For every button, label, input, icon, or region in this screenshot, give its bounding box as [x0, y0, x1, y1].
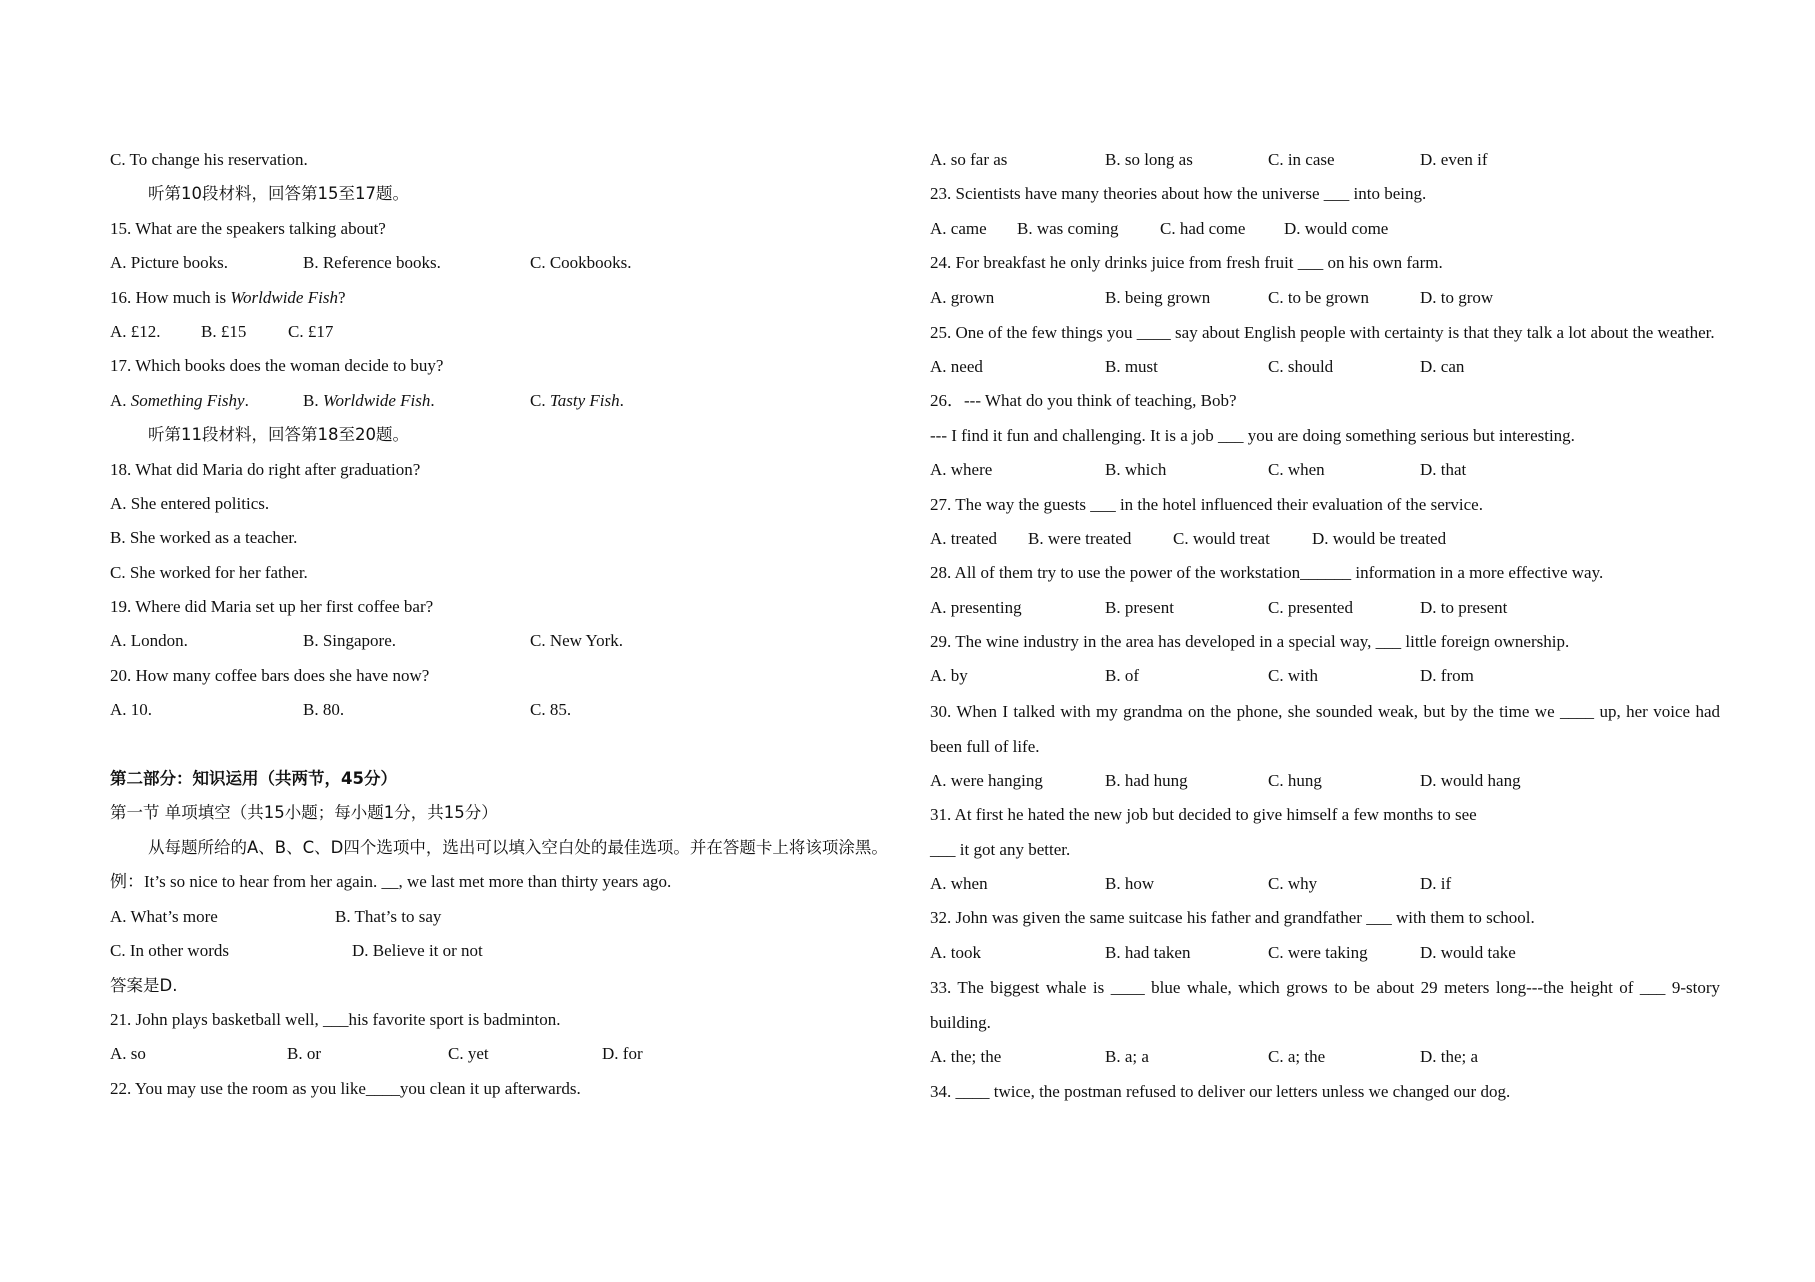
- option-c: C. 85.: [530, 700, 572, 720]
- option-a: A. so far as: [930, 150, 1008, 169]
- material-11-heading: 听第11段材料，回答第18至20题。: [148, 425, 409, 445]
- q32-options: [930, 936, 1720, 970]
- option-b: B. how: [1105, 874, 1155, 894]
- option-d: D. can: [1420, 356, 1465, 376]
- q29-stem: 29. The wine industry in the area has developed in a special way, ___ little foreign ownership.: [930, 632, 1570, 652]
- q15-options: [110, 246, 900, 280]
- option-c: C. in case: [1268, 150, 1335, 169]
- q18-option-c: C. She worked for her father.: [110, 562, 308, 582]
- option-d: D. would come: [1284, 218, 1389, 238]
- option-b: B. were treated: [1028, 528, 1132, 548]
- q16-options: [110, 315, 900, 349]
- option-d: D. to grow: [1420, 287, 1494, 307]
- spacer: [110, 728, 900, 762]
- option-c: C. with: [1268, 666, 1319, 686]
- option-a: A. were hanging: [930, 770, 1043, 790]
- example-options-cd: [110, 934, 900, 968]
- q31-options: [930, 867, 1720, 901]
- option-b: B. That’s to say: [335, 906, 442, 926]
- q20-stem: 20. How many coffee bars does she have now?: [110, 665, 430, 685]
- option-c: C. Tasty Fish.: [530, 390, 624, 410]
- option-d: D. that: [1420, 460, 1467, 480]
- q25-options: [930, 350, 1720, 384]
- option-a: A. 10.: [110, 700, 153, 720]
- q17-stem: 17. Which books does the woman decide to buy?: [110, 356, 444, 376]
- option-b: B. £15: [201, 321, 247, 341]
- q34-stem: 34. ____ twice, the postman refused to deliver our letters unless we changed our dog.: [930, 1081, 1511, 1101]
- option-b: B. a; a: [1105, 1047, 1149, 1067]
- option-b: B. was coming: [1017, 218, 1119, 238]
- q33-stem: 33. The biggest whale is ____ blue whale, which grows to be about 29 meters long---the height of ___ 9-story building.: [930, 978, 1720, 1033]
- option-d: D. would take: [1420, 942, 1516, 962]
- q24-stem: 24. For breakfast he only drinks juice from fresh fruit ___ on his own farm.: [930, 253, 1443, 273]
- option-b: B. 80.: [303, 700, 345, 720]
- q26-options: [930, 453, 1720, 487]
- q18-option-a: A. She entered politics.: [110, 493, 270, 513]
- option-a: A. took: [930, 942, 981, 962]
- q15-stem: 15. What are the speakers talking about?: [110, 218, 386, 238]
- option-a: A. What’s more: [110, 906, 218, 926]
- option-b: B. of: [1105, 666, 1139, 686]
- option-c: C. were taking: [1268, 942, 1368, 962]
- option-c: C. to be grown: [1268, 287, 1370, 307]
- part-two-heading: 第二部分：知识运用（共两节，45分）: [110, 768, 397, 788]
- q30-stem: 30. When I talked with my grandma on the phone, she sounded weak, but by the time we ____ up, her voice had been full of life.: [930, 701, 1720, 756]
- option-c: C. a; the: [1268, 1047, 1326, 1067]
- option-c: C. when: [1268, 460, 1325, 480]
- q26-stem-2: --- I find it fun and challenging. It is a job ___ you are doing something serious but interesting.: [930, 425, 1575, 445]
- option-c: C. hung: [1268, 770, 1322, 790]
- q24-options: [930, 281, 1720, 315]
- q17-options: [110, 384, 900, 418]
- option-c: C. would treat: [1173, 528, 1270, 548]
- option-c: C. presented: [1268, 597, 1353, 617]
- option-a: A. need: [930, 356, 983, 376]
- q19-options: [110, 624, 900, 658]
- q26-stem: 26．--- What do you think of teaching, Bob?: [930, 391, 1237, 411]
- option-a: A. presenting: [930, 597, 1022, 617]
- option-d: D. for: [602, 1044, 643, 1064]
- option-a: A. the; the: [930, 1047, 1002, 1067]
- q25-stem: 25. One of the few things you ____ say about English people with certainty is that they talk a lot about the weather.: [930, 322, 1715, 342]
- option-d: D. Believe it or not: [352, 941, 483, 961]
- left-column: [110, 143, 900, 1106]
- option-a: A. came: [930, 218, 987, 238]
- option-d: D. if: [1420, 874, 1452, 894]
- option-d: D. would be treated: [1312, 528, 1447, 548]
- q27-stem: 27. The way the guests ___ in the hotel influenced their evaluation of the service.: [930, 494, 1483, 514]
- example-stem: 例：It’s so nice to hear from her again. __, we last met more than thirty years ago.: [110, 872, 672, 892]
- option-a: A. by: [930, 666, 968, 686]
- q23-stem: 23. Scientists have many theories about how the universe ___ into being.: [930, 184, 1427, 204]
- option-a: A. Something Fishy.: [110, 390, 249, 410]
- option-b: B. Worldwide Fish.: [303, 390, 435, 410]
- q18-option-b: B. She worked as a teacher.: [110, 528, 298, 548]
- q18-stem: 18. What did Maria do right after graduation?: [110, 459, 421, 479]
- q31-stem: 31. At first he hated the new job but decided to give himself a few months to see: [930, 805, 1477, 825]
- option-b: B. present: [1105, 597, 1174, 617]
- option-b: B. had taken: [1105, 942, 1191, 962]
- option-c: C. should: [1268, 356, 1334, 376]
- option-d: D. the; a: [1420, 1047, 1479, 1067]
- q21-stem: 21. John plays basketball well, ___his favorite sport is badminton.: [110, 1009, 561, 1029]
- q14-option-c: C. To change his reservation.: [110, 150, 308, 169]
- option-a: A. grown: [930, 287, 995, 307]
- q31-stem-2: ___ it got any better.: [930, 839, 1071, 859]
- option-d: D. to present: [1420, 597, 1508, 617]
- option-c: C. yet: [448, 1044, 489, 1064]
- option-b: B. must: [1105, 356, 1158, 376]
- right-column: [930, 143, 1720, 1109]
- example-answer: 答案是D.: [110, 975, 178, 995]
- option-d: D. from: [1420, 666, 1474, 686]
- option-b: B. so long as: [1105, 150, 1193, 169]
- option-b: B. had hung: [1105, 770, 1188, 790]
- instructions: 从每题所给的A、B、C、D四个选项中，选出可以填入空白处的最佳选项。并在答题卡上将该项涂黑。: [148, 838, 888, 858]
- option-a: A. treated: [930, 528, 998, 548]
- q22-stem: 22. You may use the room as you like____you clean it up afterwards.: [110, 1078, 581, 1098]
- section-one-heading: 第一节 单项填空（共15小题；每小题1分，共15分）: [110, 803, 498, 823]
- option-a: A. London.: [110, 631, 188, 651]
- option-a: A. Picture books.: [110, 253, 229, 273]
- option-c: C. Cookbooks.: [530, 253, 632, 273]
- option-c: C. £17: [288, 321, 334, 341]
- q20-options: [110, 693, 900, 727]
- q30-options: [930, 764, 1720, 798]
- option-b: B. or: [287, 1044, 321, 1064]
- option-b: B. Reference books.: [303, 253, 441, 273]
- q19-stem: 19. Where did Maria set up her first coffee bar?: [110, 597, 434, 617]
- book-title: Worldwide Fish: [230, 287, 338, 307]
- option-c: C. had come: [1160, 218, 1246, 238]
- option-a: A. where: [930, 460, 993, 480]
- option-d: D. even if: [1420, 150, 1488, 169]
- example-options-ab: [110, 900, 900, 934]
- option-c: C. New York.: [530, 631, 624, 651]
- material-10-heading: 听第10段材料，回答第15至17题。: [148, 184, 409, 204]
- q22-options: [930, 143, 1720, 177]
- q16-stem: 16. How much is Worldwide Fish?: [110, 287, 346, 307]
- q29-options: [930, 659, 1720, 693]
- q33-options: [930, 1040, 1720, 1074]
- q28-stem: 28. All of them try to use the power of the workstation______ information in a more effective way.: [930, 563, 1604, 583]
- option-a: A. when: [930, 874, 988, 894]
- option-b: B. Singapore.: [303, 631, 397, 651]
- option-a: A. so: [110, 1044, 146, 1064]
- q27-options: [930, 522, 1720, 556]
- option-c: C. why: [1268, 874, 1318, 894]
- option-a: A. £12.: [110, 321, 161, 341]
- q28-options: [930, 591, 1720, 625]
- option-c: C. In other words: [110, 941, 229, 961]
- q21-options: [110, 1037, 900, 1071]
- q32-stem: 32. John was given the same suitcase his father and grandfather ___ with them to school.: [930, 908, 1535, 928]
- option-b: B. which: [1105, 460, 1167, 480]
- option-b: B. being grown: [1105, 287, 1211, 307]
- q23-options: [930, 212, 1720, 246]
- option-d: D. would hang: [1420, 770, 1521, 790]
